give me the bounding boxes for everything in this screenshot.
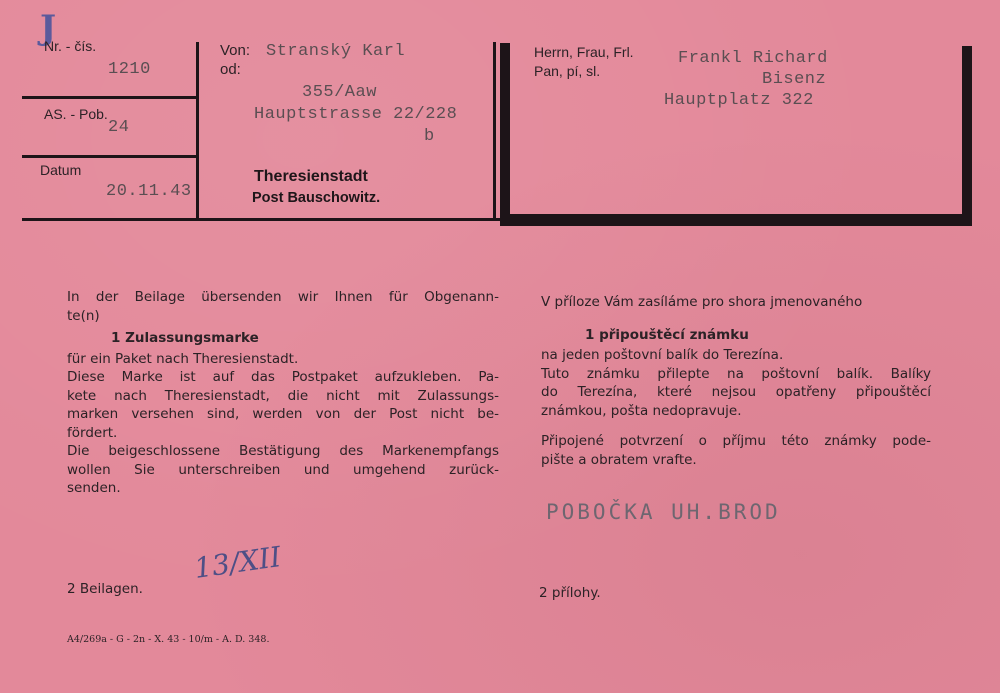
czech-line-4: známkou, pošta nedopravuje. (541, 402, 742, 419)
german-intro-1: In der Beilage übersenden wir Ihnen für Obgenann- (67, 289, 499, 305)
sender-line-2: 355/Aaw (302, 83, 377, 102)
nr-value: 1210 (108, 60, 151, 79)
czech-line-1: na jeden poštovní balík do Terezína. (541, 347, 784, 363)
czech-intro: V příloze Vám zasíláme pro shora jmenovaného (541, 294, 863, 310)
rule-right-box-left (500, 43, 510, 223)
german-enclosures: 2 Beilagen. (67, 581, 143, 597)
czech-enclosures: 2 přílohy. (539, 585, 601, 601)
recipient-name: Frankl Richard (678, 49, 828, 68)
rule-left-vertical (196, 42, 199, 220)
rule-as-bottom (22, 155, 196, 158)
datum-label: Datum (40, 162, 82, 178)
od-label: od: (220, 61, 241, 78)
czech-line-5: Připojené potvrzení o příjmu této známky pode- (541, 433, 931, 449)
rule-nr-bottom (22, 96, 196, 99)
rule-right-box-right (962, 46, 972, 221)
branch-stamp: POBOČKA UH.BROD (546, 500, 781, 524)
sender-line-4: b (424, 127, 435, 146)
rule-header-bottom (22, 218, 500, 221)
german-line-7: wollen Sie unterschreiben und umgehend zurück- (67, 461, 499, 478)
german-line-2: Diese Marke ist auf das Postpaket aufzukleben. Pa- (67, 369, 499, 385)
german-text (67, 288, 499, 498)
recipient-label-cz: Pan, pí, sl. (534, 63, 601, 79)
czech-line-3: do Terezína, které nejsou opatřeny připouštěcí (541, 384, 931, 400)
german-line-4: marken versehen sind, werden von der Post nicht be- (67, 406, 499, 422)
nr-label: Nr. - čís. (44, 38, 97, 54)
form-code: A4/269a - G - 2n - X. 43 - 10/m - A. D. 348. (67, 634, 270, 645)
sender-line-3: Hauptstrasse 22/228 (254, 105, 458, 124)
german-line-8: senden. (67, 480, 121, 496)
czech-line-2: Tuto známku přilepte na poštovní balík. Balíky (541, 365, 931, 382)
von-label: Von: (220, 42, 251, 59)
rule-right-box-bottom (500, 214, 972, 226)
stamp-letter-j: J (40, 8, 57, 48)
german-intro-2: te(n) (67, 307, 100, 324)
place-post-bauschowitz: Post Bauschowitz. (252, 190, 381, 206)
german-line-1: für ein Paket nach Theresienstadt. (67, 350, 299, 367)
czech-heading: 1 připouštěcí známku (585, 326, 749, 343)
rule-mid-vertical (493, 42, 496, 220)
czech-text (541, 293, 931, 469)
recipient-city: Bisenz (762, 70, 827, 89)
as-value: 24 (108, 118, 130, 137)
sender-name: Stranský Karl (266, 42, 406, 61)
german-heading: 1 Zulassungsmarke (111, 330, 259, 346)
as-label: AS. - Pob. (44, 106, 108, 122)
handwritten-note: 13/XII (192, 540, 283, 585)
german-line-5: fördert. (67, 424, 118, 441)
place-theresienstadt: Theresienstadt (254, 168, 368, 185)
czech-line-6: pište a obratem vrafte. (541, 451, 697, 468)
german-line-6: Die beigeschlossene Bestätigung des Markenempfangs (67, 443, 499, 459)
recipient-street: Hauptplatz 322 (664, 91, 814, 110)
german-line-3: kete nach Theresienstadt, die nicht mit Zulassungs- (67, 387, 499, 404)
recipient-label-de: Herrn, Frau, Frl. (534, 44, 634, 60)
datum-value: 20.11.43 (106, 182, 192, 201)
